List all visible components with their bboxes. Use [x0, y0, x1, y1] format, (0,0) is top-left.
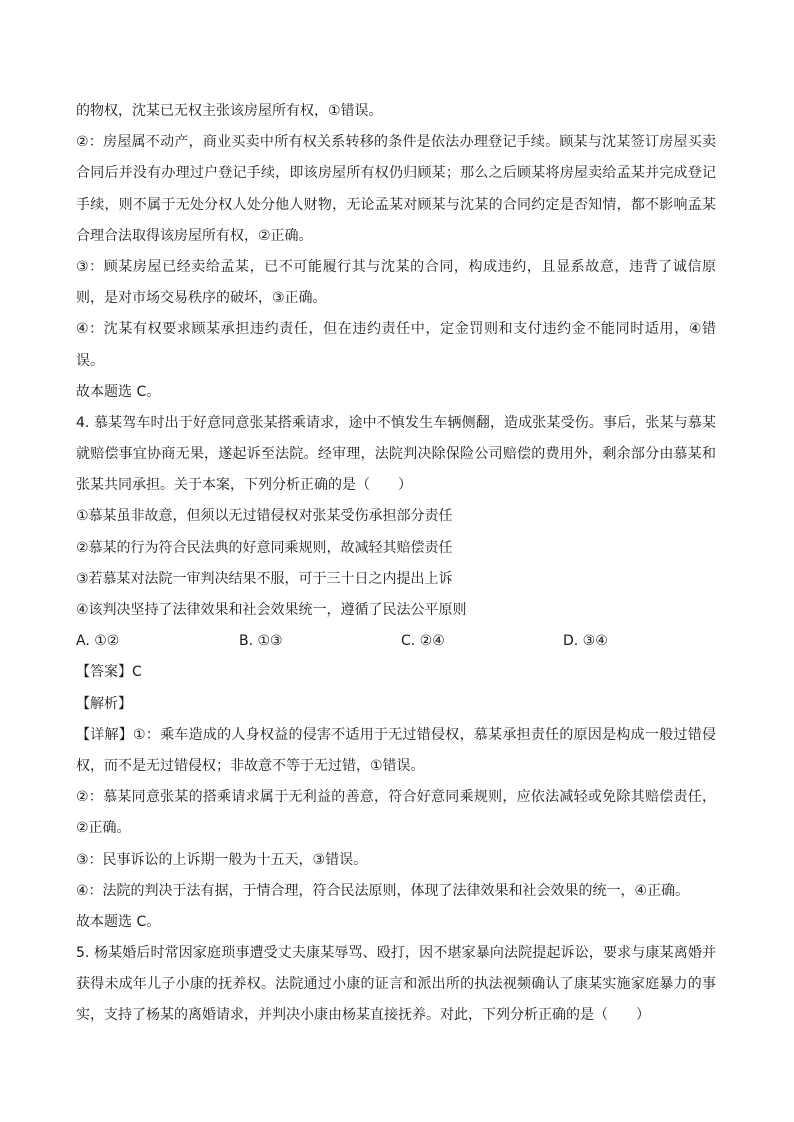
text-line: ④该判决坚持了法律效果和社会效果统一，遵循了民法公平原则 [76, 602, 467, 618]
text-line: 获得未成年儿子小康的抚养权。法院通过小康的证言和派出所的执法视频确认了康某实施家庭暴力的事 [76, 976, 716, 993]
text-line: ②：房屋属不动产，商业买卖中所有权关系转移的条件是依法办理登记手续。顾某与沈某签订房屋买卖 [76, 134, 716, 151]
text-block-lower [76, 657, 716, 1031]
text-line: ②：慕某同意张某的搭乘请求属于无利益的善意，符合好意同乘规则，应依法减轻或免除其赔偿责任， [76, 789, 716, 806]
text-line: ③：顾某房屋已经卖给孟某，已不可能履行其与沈某的合同，构成违约，且显系故意，违背了诚信原 [76, 258, 716, 275]
text-line: ②慕某的行为符合民法典的好意同乘规则，故减轻其赔偿责任 [76, 539, 453, 556]
option-d: D. ③④ [563, 633, 608, 650]
text-line: ②正确。 [76, 820, 131, 837]
option-a: A. ①② [76, 633, 120, 650]
text-line: 4. 慕某驾车时出于好意同意张某搭乘请求，途中不慎发生车辆侧翻，造成张某受伤。事后，张某与慕某 [76, 414, 716, 431]
text-line: 故本题选 C。 [76, 913, 161, 930]
text-line: ④：沈某有权要求顾某承担违约责任，但在违约责任中，定金罚则和支付违约金不能同时适用，④错 [76, 321, 716, 338]
text-line: 合理合法取得该房屋所有权，②正确。 [76, 227, 313, 244]
text-line: 误。 [76, 352, 104, 369]
answer-options [76, 626, 716, 657]
text-line: 张某共同承担。关于本案，下列分析正确的是（ ） [76, 477, 412, 494]
text-line: ③：民事诉讼的上诉期一般为十五天，③错误。 [76, 851, 368, 868]
text-block-upper [76, 96, 716, 626]
option-b: B. ①③ [239, 633, 283, 650]
text-line: 【答案】C [76, 664, 142, 681]
text-line: 权，而不是无过错侵权；非故意不等于无过错，①错误。 [76, 757, 425, 774]
text-line: 合同后并没有办理过户登记手续，即该房屋所有权仍归顾某；那么之后顾某将房屋卖给孟某并完成登记 [76, 165, 716, 182]
text-line: 手续，则不属于无处分权人处分他人财物，无论孟某对顾某与沈某的合同约定是否知情，都不影响孟某 [76, 196, 716, 213]
text-line: ①慕某虽非故意，但须以无过错侵权对张某受伤承担部分责任 [76, 508, 453, 525]
text-line: 故本题选 C。 [76, 383, 161, 400]
text-line: 5. 杨某婚后时常因家庭琐事遭受丈夫康某辱骂、殴打，因不堪家暴向法院提起诉讼，要求与康某离婚并 [76, 945, 716, 962]
document-page [76, 96, 716, 1032]
text-line: 则，是对市场交易秩序的破坏，③正确。 [76, 290, 327, 307]
text-line: ③若慕某对法院一审判决结果不服，可于三十日之内提出上诉 [76, 570, 453, 587]
text-line: 的物权，沈某已无权主张该房屋所有权，①错误。 [76, 103, 383, 119]
option-c: C. ②④ [401, 633, 445, 650]
text-line: 【详解】①：乘车造成的人身权益的侵害不适用于无过错侵权，慕某承担责任的原因是构成一般过错侵 [76, 726, 716, 743]
text-line: 实，支持了杨某的离婚请求，并判决小康由杨某直接抚养。对此，下列分析正确的是（ ） [76, 1007, 650, 1024]
text-line: 【解析】 [76, 695, 132, 712]
text-line: ④：法院的判决于法有据，于情合理，符合民法原则，体现了法律效果和社会效果的统一，④正确。 [76, 882, 690, 899]
text-line: 就赔偿事宜协商无果，遂起诉至法院。经审理，法院判决除保险公司赔偿的费用外，剩余部分由慕某和 [76, 446, 716, 463]
